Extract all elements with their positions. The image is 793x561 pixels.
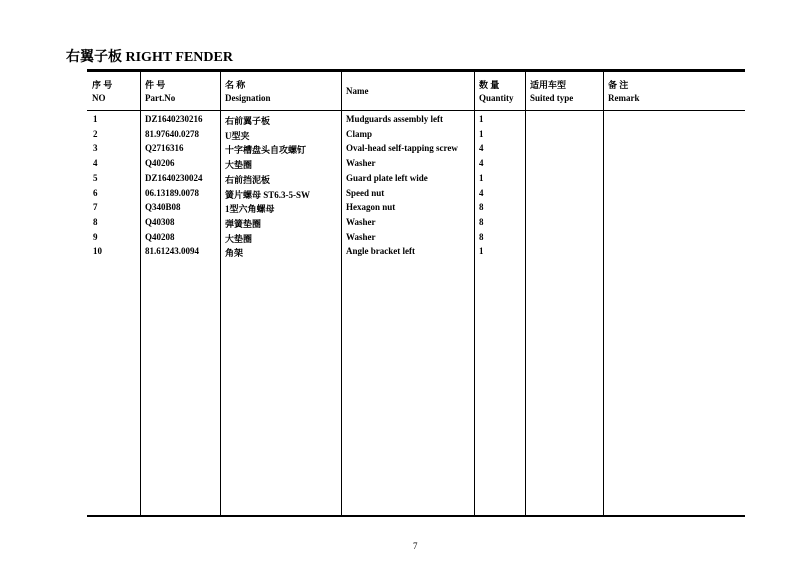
table-cell: 弹簧垫圈 — [225, 218, 262, 229]
table-cell: 4 — [93, 158, 98, 169]
table-cell: Q2716316 — [145, 143, 184, 154]
table-cell: U型夹 — [225, 130, 250, 141]
table-cell: 8 — [479, 202, 484, 213]
column-divider — [220, 72, 221, 515]
table-cell: DZ1640230024 — [145, 172, 203, 183]
column-divider — [140, 72, 141, 515]
table-cell: Q340B08 — [145, 202, 181, 213]
table-cell: 1 — [93, 114, 98, 124]
table-cell: Q40208 — [145, 231, 175, 242]
table-cell: Washer — [346, 216, 376, 227]
table-cell: Angle bracket left — [346, 246, 415, 257]
table-cell: Hexagon nut — [346, 202, 396, 213]
table-cell: 右前翼子板 — [225, 116, 271, 126]
table-cell: 81.61243.0094 — [145, 246, 199, 257]
column-divider — [603, 72, 604, 515]
table-cell: 1 — [479, 172, 484, 183]
table-cell: 10 — [93, 246, 102, 257]
header-en: NO — [92, 93, 106, 103]
table-cell: 1 — [479, 128, 484, 139]
column-divider — [525, 72, 526, 515]
header-zh: 备 注 — [608, 80, 629, 90]
table-cell: Oval-head self-tapping screw — [346, 143, 458, 154]
table-cell: 6 — [93, 187, 98, 198]
table-cell: Guard plate left wide — [346, 172, 428, 183]
table-cell: 十字槽盘头自攻螺钉 — [225, 145, 307, 156]
table-cell: 4 — [479, 158, 484, 169]
table-cell: Speed nut — [346, 187, 385, 198]
table-cell: Q40206 — [145, 158, 175, 169]
table-cell: 4 — [479, 143, 484, 154]
table-cell: Q40308 — [145, 216, 175, 227]
table-cell: 角架 — [225, 248, 244, 259]
table-cell: 右前挡泥板 — [225, 174, 271, 185]
table-cell: 5 — [93, 172, 98, 183]
header-zh: 件 号 — [145, 80, 166, 90]
table-cell: 81.97640.0278 — [145, 128, 199, 139]
table-cell: 大垫圈 — [225, 160, 253, 171]
table-cell: Clamp — [346, 128, 373, 139]
table-cell: 2 — [93, 128, 98, 139]
table-cell: 7 — [93, 202, 98, 213]
header-zh: 数 量 — [479, 80, 500, 90]
page-number: 7 — [413, 541, 418, 551]
table-cell: Washer — [346, 158, 376, 169]
header-zh: 名 称 — [225, 80, 246, 90]
column-divider — [474, 72, 475, 515]
table-cell: DZ1640230216 — [145, 114, 203, 124]
table-cell: Washer — [346, 231, 376, 242]
header-zh: 序 号 — [92, 80, 113, 90]
column-divider — [341, 72, 342, 515]
table-cell: 06.13189.0078 — [145, 187, 199, 198]
table-cell: 1 — [479, 246, 484, 257]
table-cell: 4 — [479, 187, 484, 198]
table-cell: 9 — [93, 231, 98, 242]
table-cell: 8 — [479, 216, 484, 227]
header-en: Name — [346, 86, 369, 96]
table-cell: 8 — [479, 231, 484, 242]
header-zh: 适用车型 — [530, 80, 567, 90]
header-en: Designation — [225, 93, 271, 103]
header-en: Suited type — [530, 93, 574, 103]
table-cell: 1型六角螺母 — [225, 204, 275, 215]
header-divider — [87, 110, 745, 111]
table-cell: Mudguards assembly left — [346, 114, 444, 124]
table-cell: 8 — [93, 216, 98, 227]
header-en: Quantity — [479, 93, 514, 103]
parts-table — [87, 69, 745, 517]
table-cell: 簧片螺母 ST6.3-5-SW — [225, 189, 311, 200]
table-cell: 大垫圈 — [225, 233, 253, 244]
header-en: Remark — [608, 93, 640, 103]
table-cell: 3 — [93, 143, 98, 154]
header-en: Part.No — [145, 93, 176, 103]
page-title: 右翼子板 RIGHT FENDER — [66, 50, 233, 65]
table-cell: 1 — [479, 114, 484, 124]
